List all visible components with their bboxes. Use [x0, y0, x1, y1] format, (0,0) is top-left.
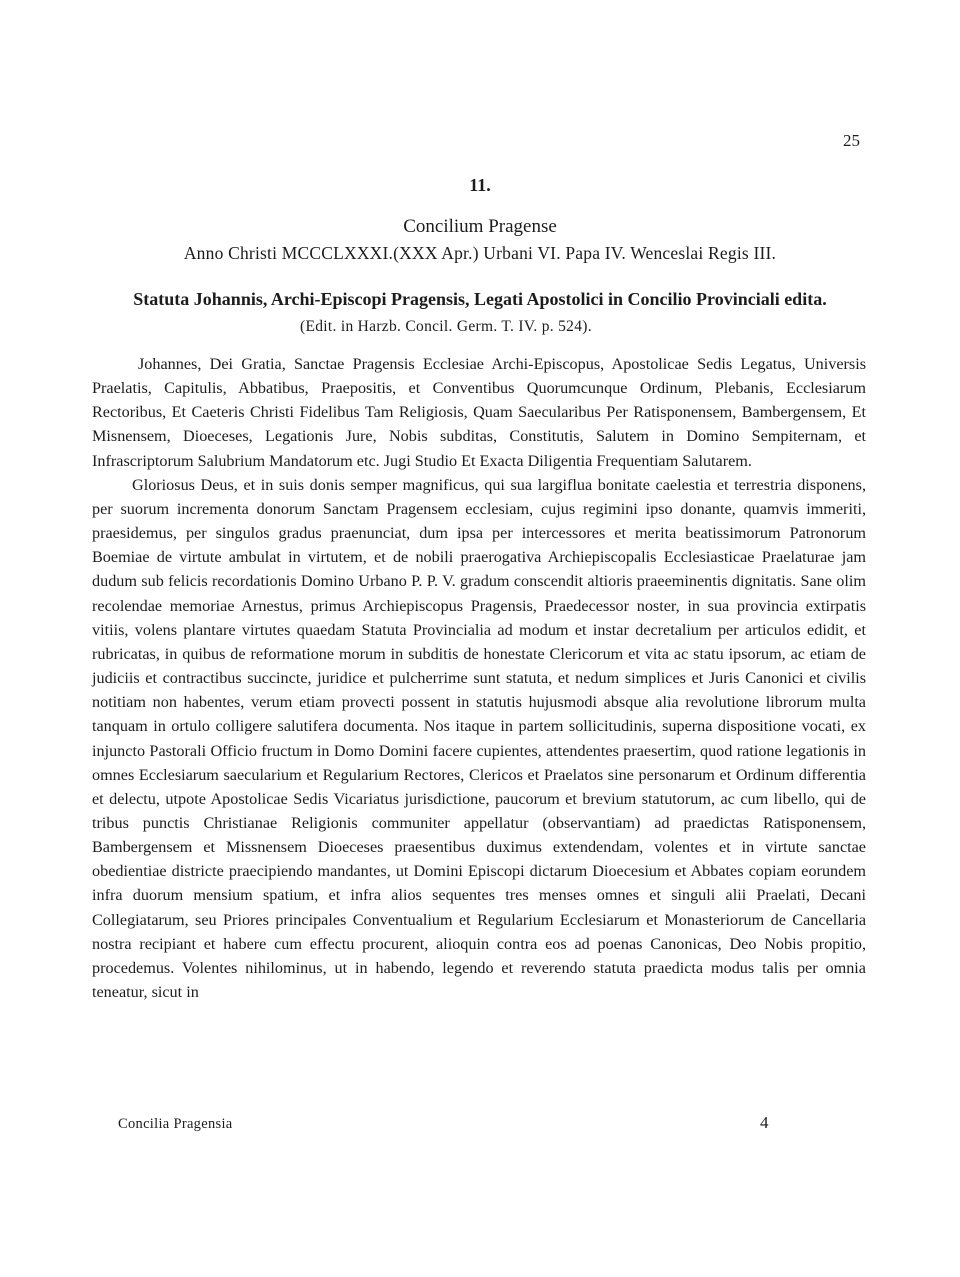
paragraph-address: Johannes, Dei Gratia, Sanctae Pragensis Ecclesiae Archi-Episcopus, Apostolicae Sedis Legatus, Universis Praelatis, Capitulis, Abbatibus, Praepositis, et Conventibus Quorumcunque Ordinum, Plebanis, Ecclesiarum Rectoribus, Et Caeteris Christi Fidelibus Tam Religiosis, Quam Saecularibus Per Ratisponensem, Bambergensem, Et Misnensem, Dioeceses, Legationis Jure, Nobis subditas, Constitutis, Salutem in Domino Sempiternam, et Infrascriptorum Salubrium Mandatorum etc. Jugi Studio Et Exacta Diligentia Frequentiam Salutarem.	[92, 355, 866, 470]
body-text	[92, 352, 866, 1004]
council-title: Concilium Pragense	[403, 216, 557, 237]
edition-reference: (Edit. in Harzb. Concil. Germ. T. IV. p. 524).	[300, 318, 592, 335]
section-number: 11.	[469, 175, 491, 195]
signature-mark: 4	[760, 1113, 769, 1132]
paragraph-preamble: Gloriosus Deus, et in suis donis semper magnificus, qui sua largiflua bonitate caelestia et terrestria disponens, per suorum incrementa donorum Sanctam Pragensem ecclesiam, cujus regimini ipso donante, quamvis immeriti, praesidemus, per singulos gradus praenunciat, dum ipsa per intercessores et merita beatissimorum Patronorum Boemiae de virtute ambulat in virtutem, et de nobili praerogativa Archiepiscopalis Ecclesiasticae Praelaturae jam dudum sub felicis recordationis Domino Urbano P. P. V. gradum conscendit altioris praeeminentis dignitatis. Sane olim recolendae memoriae Arnestus, primus Archiepiscopus Pragensis, Praedecessor noster, in sua provincia extirpatis vitiis, volens plantare virtutes quaedam Statuta Provincialia ad modum et instar decretalium per articulos edidit, et rubricatas, in quibus de reformatione morum in subditis de honestate Clericorum et vita ac statu ipsorum, ac etiam de judiciis et contractibus succincte, juridice et pulcherrime sunt statuta, et nedum simplices et Juris Canonici et civilis notitiam non habentes, verum etiam provecti possent in statutis hujusmodi absque alia revolutione librorum multa tanquam in ortulo colligere salutifera documenta. Nos itaque in partem sollicitudinis, superna dispositione vocati, ex injuncto Pastorali Officio fructum in Domo Domini facere cupientes, attendentes praesertim, quod ratione legationis in omnes Ecclesiarum saecularium et Regularium Rectores, Clericos et Praelatos sine personarum et Ordinum differentia et delectu, utpote Apostolicae Sedis Vicariatus jurisdictione, paucorum et brevium statutorum, ac cum libello, qui de tribus punctis Christianae Religionis communiter appellatur (observantiam) ad praedictas Ratisponensem, Bambergensem et Missnensem Dioeceses praesentibus duximus extendendam, volentes et in virtute sanctae obedientiae districte praecipiendo mandantes, ut Domini Episcopi dictarum Dioecesium et Abbates copiam eorundem infra duorum mensium spatium, et infra alios sequentes tres menses omnes et singuli alii Praelati, Decani Collegiatarum, seu Priores principales Conventualium et Regularium Ecclesiarum et Monasteriorum de Cancellaria nostra recipiant et habere cum effectu procurent, alioquin contra eos ad poenas Canonicas, Deo Nobis propitio, procedemus. Volentes nihilominus, ut in habendo, legendo et reverendo statuta praedicta modus talis per omnia teneatur, sicut in	[92, 475, 866, 1002]
running-footer-title: Concilia Pragensia	[118, 1116, 233, 1132]
council-subtitle: Anno Christi MCCCLXXXI.(XXX Apr.) Urbani VI. Papa IV. Wenceslai Regis III.	[183, 243, 777, 263]
page-number: 25	[843, 131, 860, 150]
statute-title: Statuta Johannis, Archi-Episcopi Pragensis, Legati Apostolici in Concilio Provinciali edita.	[133, 289, 827, 309]
